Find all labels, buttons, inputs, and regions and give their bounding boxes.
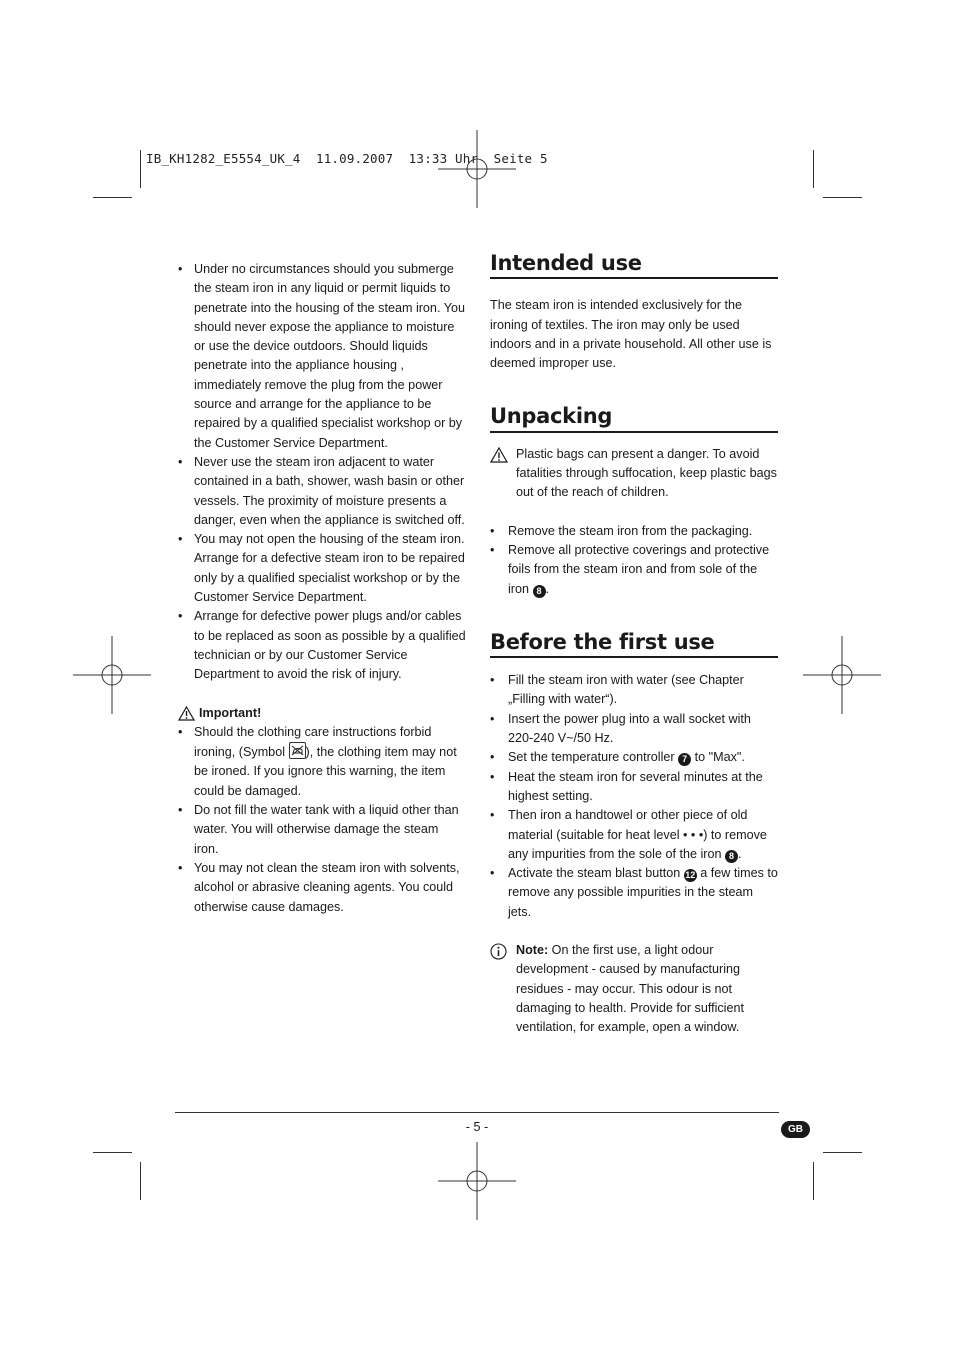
list-item: • Arrange for defective power plugs and/or cables to be replaced as soon as possible by a qualified technician or by our Customer Service Department to avoid the risk of injury. (178, 607, 466, 684)
unpacking-list (490, 522, 778, 599)
list-item: • Insert the power plug into a wall socket with 220-240 V~/50 Hz. (490, 710, 778, 749)
list-item: • Heat the steam iron for several minutes at the highest setting. (490, 768, 778, 807)
list-item-text: Activate the steam blast button (508, 866, 684, 881)
note-label: Note: (516, 943, 549, 958)
list-item-text: . (545, 581, 549, 596)
list-item (490, 806, 778, 864)
part-number-badge: 7 (678, 753, 691, 766)
footer-rule (175, 1112, 779, 1113)
list-item-text: Set the temperature controller (508, 750, 679, 765)
registration-mark-top (438, 130, 516, 208)
crop-mark (140, 1162, 141, 1200)
list-item: • Do not fill the water tank with a liquid other than water. You will otherwise damage the steam iron. (178, 801, 466, 859)
list-item-text: to "Max". (691, 750, 745, 765)
crop-mark (93, 1152, 132, 1153)
note-text (516, 941, 778, 1037)
registration-mark-right (803, 636, 881, 714)
list-item-text: . (738, 846, 742, 861)
unpacking-warning (490, 445, 778, 503)
list-item: • Remove the steam iron from the packaging. (490, 522, 778, 541)
list-item: • You may not clean the steam iron with solvents, alcohol or abrasive cleaning agents. You could otherwise cause damages. (178, 859, 466, 917)
list-item-text: Remove all protective coverings and protective foils from the steam iron and from sole of the iron (508, 542, 770, 596)
list-item: • Never use the steam iron adjacent to water contained in a bath, shower, wash basin or other vessels. The proximity of moisture presents a danger, even when the appliance is switched off. (178, 453, 466, 530)
note-body: On the first use, a light odour development - caused by manufacturing residues - may occur. This odour is not damaging to health. Provide for sufficient ventilation, for example, open a window. (516, 943, 744, 1035)
crop-mark (813, 150, 814, 188)
list-item (178, 723, 466, 801)
page-number: - 5 - (465, 1120, 489, 1134)
registration-mark-bottom (438, 1142, 516, 1220)
crop-mark (813, 1162, 814, 1200)
intended-use-heading: Intended use (490, 254, 778, 279)
list-item: • You may not open the housing of the steam iron. Arrange for a defective steam iron to be repaired only by a qualified specialist workshop or by the Customer Service Department. (178, 530, 466, 607)
list-item-text: ), the clothing item may not be ironed. If you ignore this warning, the item could be damaged. (194, 745, 457, 798)
warning-text: Plastic bags can present a danger. To avoid fatalities through suffocation, keep plastic bags out of the reach of children. (516, 446, 777, 500)
left-column (178, 260, 466, 917)
list-item-text: Then iron a handtowel or other piece of old material (suitable for heat level • • •) to remove any impurities from the sole of the iron (508, 808, 767, 861)
list-item-text: Should the clothing care instructions forbid ironing, (Symbol (194, 724, 432, 760)
list-item (490, 748, 778, 767)
safety-list (178, 260, 466, 685)
first-use-heading: Before the first use (490, 633, 778, 658)
list-item: • Fill the steam iron with water (see Chapter „Filling with water“). (490, 671, 778, 710)
registration-mark-left (73, 636, 151, 714)
list-item (490, 541, 778, 599)
print-slug: IB_KH1282_E5554_UK_4 11.09.2007 13:33 Uhr Seite 5 (146, 151, 548, 166)
important-label: Important! (199, 705, 262, 720)
warning-icon (490, 447, 508, 463)
important-heading (178, 704, 466, 723)
warning-icon (178, 706, 195, 721)
unpacking-heading: Unpacking (490, 407, 778, 432)
info-icon (490, 943, 507, 960)
no-ironing-icon (289, 742, 306, 759)
note-block (490, 941, 778, 1037)
list-item-text: a few times to remove any possible impurities in the steam jets. (508, 866, 778, 919)
crop-mark (93, 197, 132, 198)
crop-mark (140, 150, 141, 188)
part-number-badge: 8 (725, 850, 738, 863)
important-list (178, 723, 466, 917)
part-number-badge: 12 (685, 870, 696, 881)
language-badge: GB (781, 1121, 810, 1138)
crop-mark (823, 197, 862, 198)
first-use-list (490, 671, 778, 922)
crop-mark (823, 1152, 862, 1153)
list-item: • Under no circumstances should you submerge the steam iron in any liquid or permit liquids to penetrate into the housing of the steam iron. You should never expose the appliance to moisture or use the device outdoors. Should liquids penetrate into the appliance housing , immediately remove the plug from the power source and arrange for the appliance to be repaired by a qualified specialist workshop or by the Customer Service Department. (178, 260, 466, 453)
list-item (490, 864, 778, 922)
right-column (490, 251, 778, 1038)
part-number-badge: 8 (533, 585, 546, 598)
intended-use-text: The steam iron is intended exclusively for the ironing of textiles. The iron may only be used indoors and in a private household. All other use is deemed improper use. (490, 298, 772, 371)
